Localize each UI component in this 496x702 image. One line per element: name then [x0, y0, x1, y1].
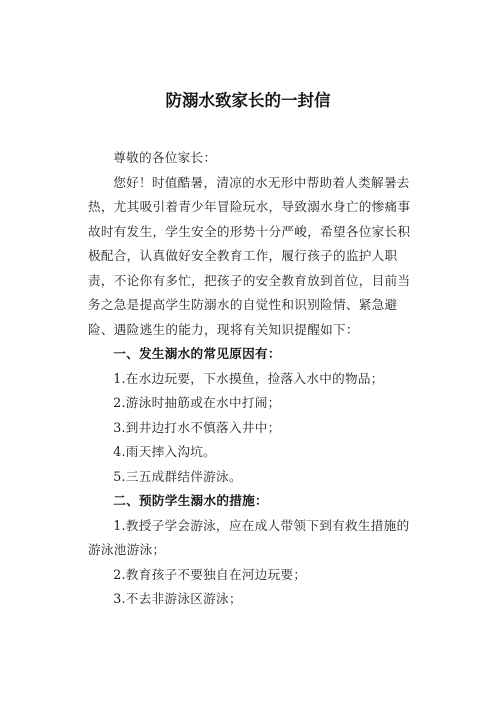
- list-item: 1.教授子学会游泳，应在成人带领下到有救生措施的游泳池游泳；: [88, 517, 410, 557]
- document-title: 防溺水致家长的一封信: [165, 91, 331, 110]
- list-item: 2.教育孩子不要独自在河边玩要；: [113, 566, 307, 582]
- greeting-line: 尊敬的各位家长：: [113, 150, 217, 165]
- list-item: 4.雨天摔入沟坑。: [113, 444, 217, 459]
- document-body: [88, 146, 422, 612]
- section-heading-prevention: 二、预防学生溺水的措施：: [113, 493, 268, 508]
- section-heading-causes: 一、发生溺水的常见原因有：: [113, 346, 281, 361]
- list-item: 1.在水边玩要，下水摸鱼，捡落入水中的物品；: [113, 370, 384, 386]
- list-item: 5.三五成群结伴游泳。: [113, 468, 242, 484]
- list-item: 3.到井边打水不慎落入井中；: [113, 419, 281, 435]
- intro-paragraph: 您好！时值酷暑，清凉的水无形中帮助着人类解暑去热，尤其吸引着青少年冒险玩水，导致溺水身亡的惨痛事故时有发生，学生安全的形势十分严峻，希望各位家长积极配合，认真做好安全教育工作，履行孩子的监护人职责，不论你有多忙，把孩子的安全教育放到首位，目前当务之急是提高学生防溺水的自觉性和识别险情、紧急避险、遇险逃生的能力，现将有关知识提醒如下：: [88, 174, 411, 337]
- list-item: 3.不去非游泳区游泳；: [113, 591, 242, 606]
- list-item: 2.游泳时抽筋或在水中打闹；: [113, 395, 281, 410]
